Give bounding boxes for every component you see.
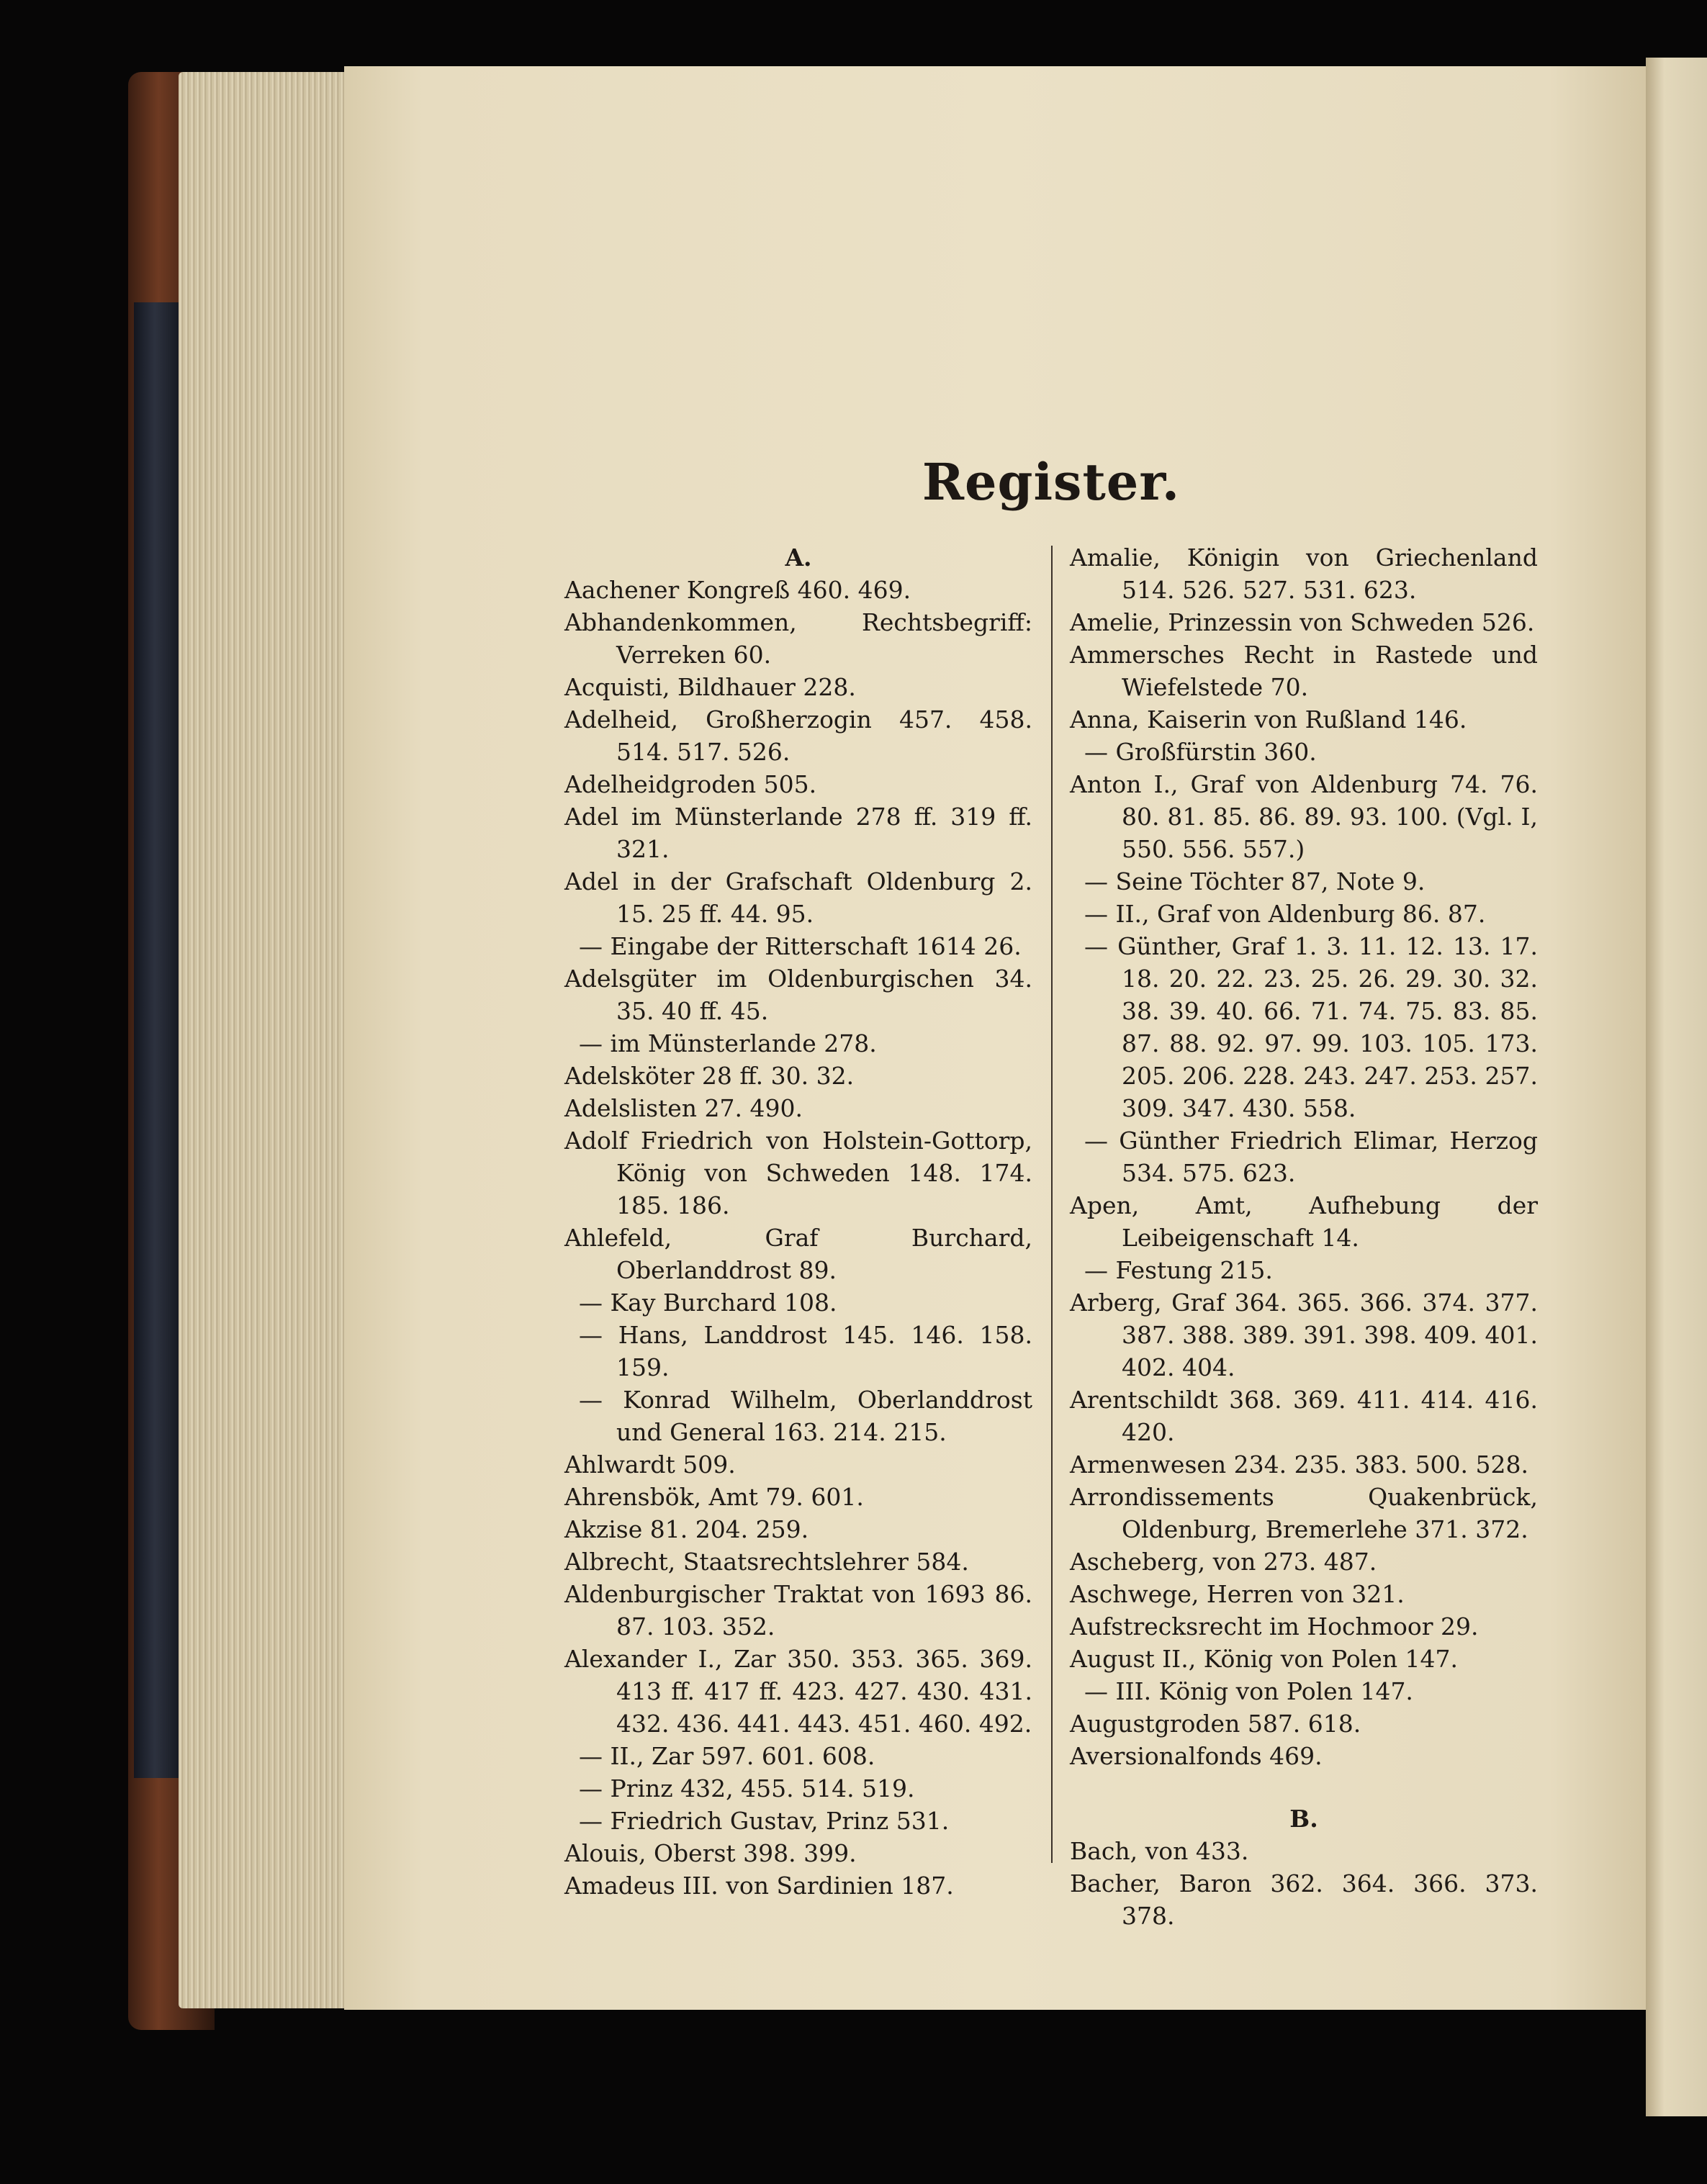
index-subentry: — Friedrich Gustav, Prinz 531. [579,1807,950,1835]
index-entry: Amadeus III. von Sardinien 187. [564,1872,954,1900]
index-subentry: — Hans, Landdrost 145. 146. 158. 159. [579,1321,1032,1381]
index-subentry: — Prinz 432, 455. 514. 519. [579,1774,915,1802]
index-subentry: — Günther, Graf 1. 3. 11. 12. 13. 17. 18. 20. 22. 23. 25. 26. 29. 30. 32. 38. 39. 40. 66. 71. 74. 75. 83. 85. 87. 88. 92. 97. 99. 103. 105. 173. 205. 206. 228. 243. 247. 253. 257. 309. 347. 430. 558. [1084,932,1538,1122]
index-entry: Ahlefeld, Graf Burchard, Oberlanddrost 89. [564,1224,1032,1284]
index-entry: Adelslisten 27. 490. [564,1094,803,1122]
page-title: Register. [922,452,1181,512]
page-edges [179,72,351,2008]
index-entry: Acquisti, Bildhauer 228. [564,673,856,701]
index-subentry: — Großfürstin 360. [1084,738,1317,766]
index-entry: Adolf Friedrich von Holstein-Gottorp, König von Schweden 148. 174. 185. 186. [564,1127,1032,1219]
index-subentry: — im Münsterlande 278. [579,1029,877,1057]
index-entry: Ahlwardt 509. [564,1450,736,1479]
facing-page-edge [1646,58,1707,2116]
index-entry: August II., König von Polen 147. [1070,1645,1459,1673]
index-entry: Ammersches Recht in Rastede und Wiefelstede 70. [1070,641,1538,701]
section-spacer [1070,1772,1538,1802]
index-entry: Bacher, Baron 362. 364. 366. 373. 378. [1070,1869,1538,1930]
column-divider [1051,546,1053,1863]
index-entry: Adelheid, Großherzogin 457. 458. 514. 517. 526. [564,705,1032,766]
index-entry: Akzise 81. 204. 259. [564,1515,809,1543]
index-entry: Abhandenkommen, Rechtsbegriff: Verreken 60. [564,608,1032,669]
index-subentry: — III. König von Polen 147. [1084,1677,1413,1705]
index-entry: Amalie, Königin von Griechenland 514. 526. 527. 531. 623. [1070,543,1538,604]
index-subentry: — Günther Friedrich Elimar, Herzog 534. 575. 623. [1084,1127,1538,1187]
index-column-left [564,541,1032,1902]
index-entry: Ascheberg, von 273. 487. [1070,1548,1377,1576]
index-entry: Arentschildt 368. 369. 411. 414. 416. 420. [1070,1386,1538,1446]
index-entry: Adel in der Grafschaft Oldenburg 2. 15. 25 ff. 44. 95. [564,867,1032,928]
index-entry: Arberg, Graf 364. 365. 366. 374. 377. 387. 388. 389. 391. 398. 409. 401. 402. 404. [1070,1289,1538,1381]
index-entry: Anton I., Graf von Aldenburg 74. 76. 80. 81. 85. 86. 89. 93. 100. (Vgl. I, 550. 556. 557.) [1070,770,1538,863]
index-entry: Albrecht, Staatsrechtslehrer 584. [564,1548,969,1576]
index-entry: Aachener Kongreß 460. 469. [564,576,911,604]
index-entry: Apen, Amt, Aufhebung der Leibeigenschaft 14. [1070,1191,1538,1252]
index-entry: Aschwege, Herren von 321. [1070,1580,1405,1608]
index-subentry: — Kay Burchard 108. [579,1289,837,1317]
index-entry: Ahrensbök, Amt 79. 601. [564,1483,864,1511]
index-subentry: — Eingabe der Ritterschaft 1614 26. [579,932,1022,960]
index-entry: Alexander I., Zar 350. 353. 365. 369. 413 ff. 417 ff. 423. 427. 430. 431. 432. 436. 441. 443. 451. 460. 492. [564,1645,1032,1738]
index-column-right [1070,541,1538,1932]
index-entry: Adelsgüter im Oldenburgischen 34. 35. 40 ff. 45. [564,965,1032,1025]
index-subentry: — Konrad Wilhelm, Oberlanddrost und General 163. 214. 215. [579,1386,1032,1446]
index-entry: Augustgroden 587. 618. [1070,1710,1361,1738]
index-entry: Aldenburgischer Traktat von 1693 86. 87. 103. 352. [564,1580,1032,1641]
index-entry: Bach, von 433. [1070,1837,1249,1865]
index-entry: Anna, Kaiserin von Rußland 146. [1070,705,1467,734]
index-entry: Adelsköter 28 ff. 30. 32. [564,1062,855,1090]
index-subentry: — Festung 215. [1084,1256,1273,1284]
index-section-letter: A. [785,543,812,572]
index-entry: Adelheidgroden 505. [564,770,817,798]
index-entry: Aufstrecksrecht im Hochmoor 29. [1070,1612,1479,1641]
index-entry: Adel im Münsterlande 278 ff. 319 ff. 321. [564,803,1032,863]
index-section-letter: B. [1289,1805,1318,1833]
index-entry: Armenwesen 234. 235. 383. 500. 528. [1070,1450,1529,1479]
index-entry: Amelie, Prinzessin von Schweden 526. [1070,608,1535,636]
index-entry: Aversionalfonds 469. [1070,1742,1323,1770]
index-entry: Alouis, Oberst 398. 399. [564,1839,857,1867]
index-subentry: — Seine Töchter 87, Note 9. [1084,867,1425,895]
spine-label [134,302,180,1778]
index-entry: Arrondissements Quakenbrück, Oldenburg, Bremerlehe 371. 372. [1070,1483,1538,1543]
index-subentry: — II., Graf von Aldenburg 86. 87. [1084,900,1486,928]
index-subentry: — II., Zar 597. 601. 608. [579,1742,875,1770]
